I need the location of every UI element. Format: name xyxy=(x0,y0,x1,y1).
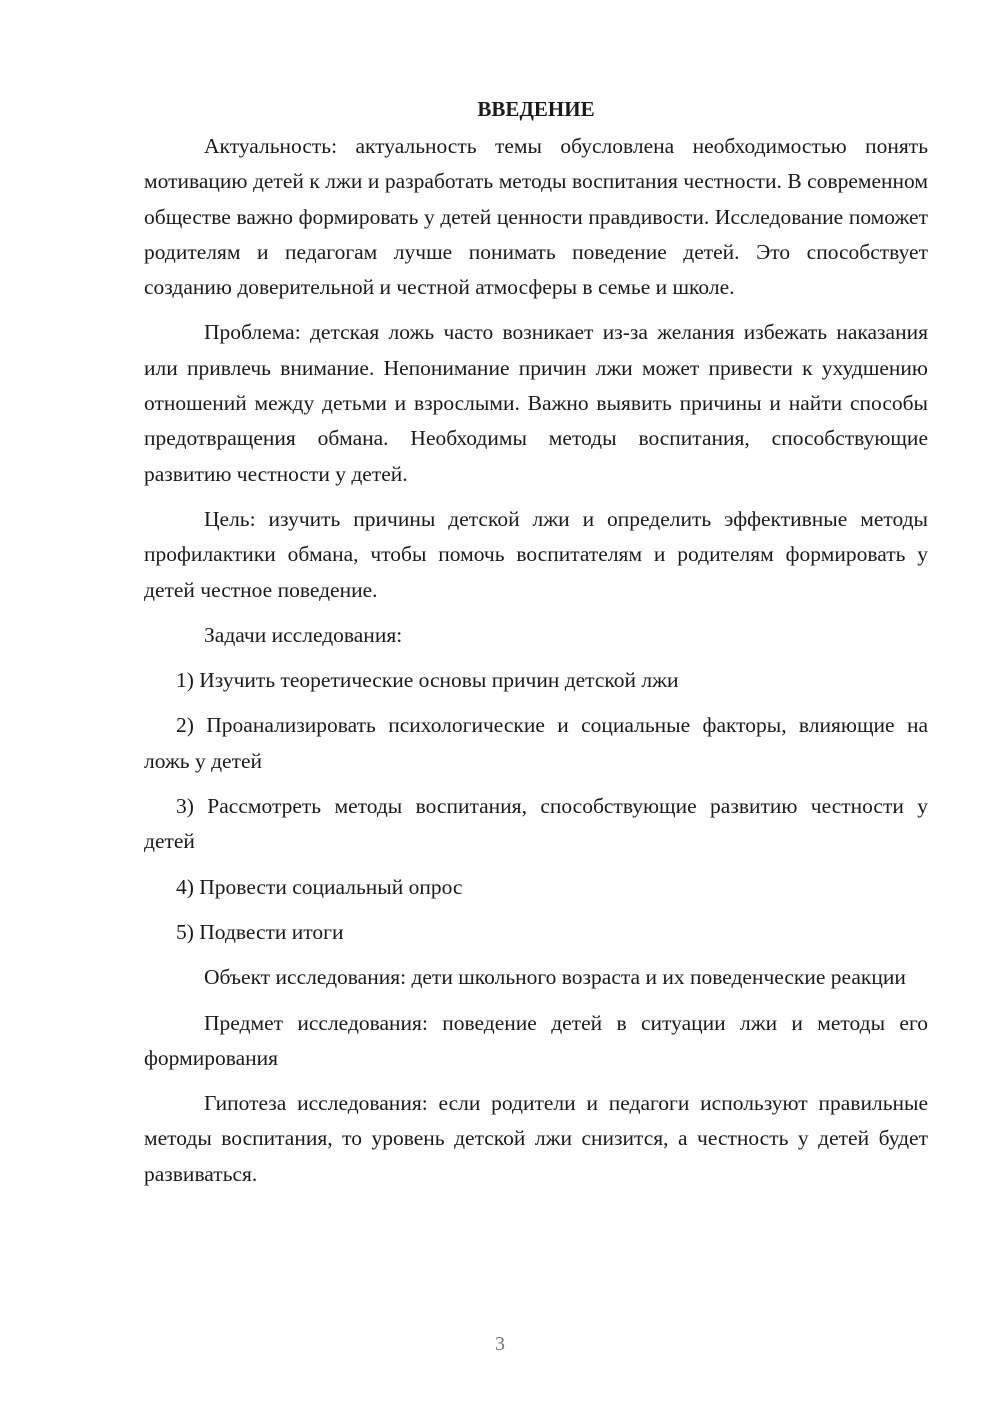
task-item-1: 1) Изучить теоретические основы причин детской лжи xyxy=(176,668,679,693)
paragraph-subject: Предмет исследования: поведение детей в ситуации лжи и методы его формирования xyxy=(144,1010,928,1070)
task-item-3: 3) Рассмотреть методы воспитания, способствующие развитию честности у детей xyxy=(144,794,928,854)
task-item-4: 4) Провести социальный опрос xyxy=(176,874,463,899)
paragraph-object: Объект исследования: дети школьного возраста и их поведенческие реакции xyxy=(204,965,906,990)
task-item-2: 2) Проанализировать психологические и социальные факторы, влияющие на ложь у детей xyxy=(144,713,928,773)
paragraph-problem: Проблема: детская ложь часто возникает из-за желания избежать наказания или привлечь внимание. Непонимание причин лжи может привести к ухудшению отношений между детьми и взрослыми. Важно выявить причины и найти способы предотвращения обмана. Необходимы методы воспитания, способствующие развитию честности у детей. xyxy=(144,320,928,486)
paragraph-goal: Цель: изучить причины детской лжи и определить эффективные методы профилактики обмана, чтобы помочь воспитателям и родителям формировать у детей честное поведение. xyxy=(144,506,928,602)
page-number: 3 xyxy=(495,1333,505,1355)
document-page xyxy=(144,92,928,1192)
paragraph-tasks-intro: Задачи исследования: xyxy=(204,622,403,647)
paragraph-relevance: Актуальность: актуальность темы обусловлена необходимостью понять мотивацию детей к лжи и разработать методы воспитания честности. В современном обществе важно формировать у детей ценности правдивости. Исследование поможет родителям и педагогам лучше понимать поведение детей. Это способствует созданию доверительной и честной атмосферы в семье и школе. xyxy=(144,134,928,300)
section-heading: ВВЕДЕНИЕ xyxy=(477,97,595,121)
paragraph-hypothesis: Гипотеза исследования: если родители и педагоги используют правильные методы воспитания, то уровень детской лжи снизится, а честность у детей будет развиваться. xyxy=(144,1091,928,1186)
task-item-5: 5) Подвести итоги xyxy=(176,919,344,944)
